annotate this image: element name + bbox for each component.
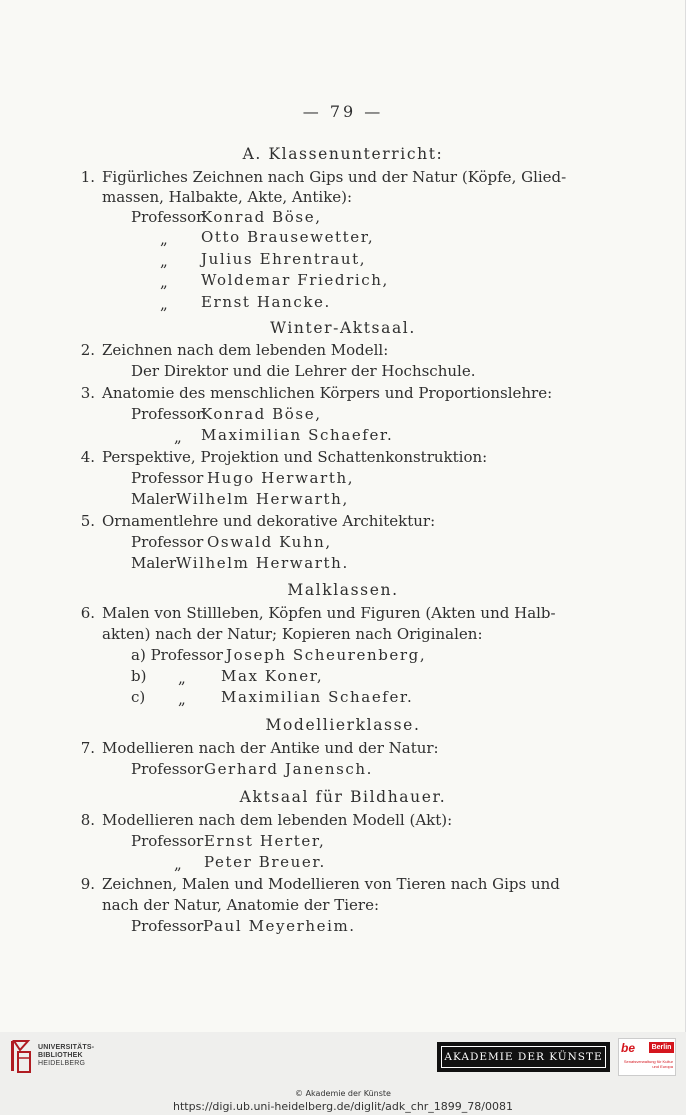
item-text: massen, Halbakte, Akte, Antike):: [102, 188, 353, 206]
teacher-name: Oswald Kuhn,: [207, 533, 332, 551]
item-text: nach der Natur, Anatomie der Tiere:: [102, 896, 380, 914]
teacher-name: Joseph Scheurenberg,: [226, 646, 427, 664]
teacher-role: Maler: [131, 554, 177, 572]
teacher-name: Max Koner,: [221, 667, 324, 685]
berlin-logo-box: Berlin: [649, 1042, 674, 1053]
item-number: 5.: [80, 512, 95, 530]
sub-item-label: c): [131, 688, 146, 706]
ditto-mark: „: [174, 855, 182, 873]
teacher-name: Gerhard Janensch.: [204, 760, 374, 778]
ditto-mark: „: [160, 252, 168, 270]
teacher-name: Paul Meyerheim.: [203, 917, 356, 935]
teacher-role: Professor: [131, 832, 204, 850]
ditto-mark: „: [174, 428, 182, 446]
teacher-name: Maximilian Schaefer.: [201, 426, 394, 444]
berlin-logo-subtext: Senatsverwaltung für Kultur und Europa: [623, 1059, 673, 1069]
item-number: 6.: [80, 604, 95, 622]
item-text: Malen von Stillleben, Köpfen und Figuren (Akten und Halb-: [102, 604, 556, 622]
item-number: 1.: [80, 168, 95, 186]
ditto-mark: „: [178, 669, 186, 687]
teacher-role: Professor: [131, 469, 204, 487]
teacher-name: Konrad Böse,: [201, 208, 322, 226]
item-text: Figürliches Zeichnen nach Gips und der Natur (Köpfe, Glied-: [102, 168, 567, 186]
teacher-name: Konrad Böse,: [201, 405, 322, 423]
item-number: 2.: [80, 341, 95, 359]
akademie-logo-text: AKADEMIE DER KÜNSTE: [441, 1046, 606, 1068]
permalink-url[interactable]: https://digi.ub.uni-heidelberg.de/diglit/adk_chr_1899_78/0081: [172, 1100, 514, 1113]
item-number: 8.: [80, 811, 95, 829]
teacher-role: Professor: [131, 760, 204, 778]
teacher-role: Professor: [131, 405, 204, 423]
item-number: 7.: [80, 739, 95, 757]
sub-item-label: a) Professor: [131, 646, 223, 664]
uni-library-text: HEIDELBERG: [38, 1060, 86, 1067]
item-text: Perspektive, Projektion und Schattenkonstruktion:: [102, 448, 488, 466]
uni-library-text: UNIVERSITÄTS-: [38, 1044, 95, 1051]
teacher-role: Professor: [131, 917, 204, 935]
item-text: Ornamentlehre und dekorative Architektur:: [102, 512, 436, 530]
item-text: Modellieren nach der Antike und der Natur:: [102, 739, 439, 757]
copyright-text: © Akademie der Künste: [295, 1089, 391, 1098]
uni-library-text: BIBLIOTHEK: [38, 1052, 83, 1059]
section-heading-aktsaal-bildhauer: Aktsaal für Bildhauer.: [239, 788, 447, 806]
teacher-name: Ernst Hancke.: [201, 293, 331, 311]
teacher-role: Professor: [131, 208, 204, 226]
berlin-senate-logo[interactable]: [618, 1038, 676, 1076]
item-text: Modellieren nach dem lebenden Modell (Akt):: [102, 811, 453, 829]
teacher-role: Maler: [131, 490, 177, 508]
teacher-name: Julius Ehrentraut,: [201, 250, 367, 268]
university-library-logo-icon[interactable]: [6, 1038, 36, 1074]
ditto-mark: „: [178, 690, 186, 708]
ditto-mark: „: [160, 273, 168, 291]
sub-item-label: b): [131, 667, 147, 685]
teacher-name: Wilhelm Herwarth.: [176, 554, 349, 572]
item-text: akten) nach der Natur; Kopieren nach Originalen:: [102, 625, 483, 643]
berlin-logo-prefix: be: [621, 1041, 636, 1055]
teacher-role: Professor: [131, 533, 204, 551]
item-number: 3.: [80, 384, 95, 402]
item-number: 9.: [80, 875, 95, 893]
item-text: Anatomie des menschlichen Körpers und Proportionslehre:: [102, 384, 553, 402]
item-text: Der Direktor und die Lehrer der Hochschule.: [131, 362, 476, 380]
item-text: Zeichnen, Malen und Modellieren von Tieren nach Gips und: [102, 875, 560, 893]
teacher-name: Woldemar Friedrich,: [201, 271, 389, 289]
section-heading-malklassen: Malklassen.: [287, 581, 399, 599]
item-number: 4.: [80, 448, 95, 466]
teacher-name: Ernst Herter,: [204, 832, 326, 850]
teacher-name: Hugo Herwarth,: [207, 469, 355, 487]
ditto-mark: „: [160, 295, 168, 313]
section-heading-winter-aktsaal: Winter-Aktsaal.: [270, 319, 416, 337]
section-heading-modellierklasse: Modellierklasse.: [265, 716, 421, 734]
teacher-name: Peter Breuer.: [204, 853, 326, 871]
item-text: Zeichnen nach dem lebenden Modell:: [102, 341, 389, 359]
akademie-der-kuenste-logo[interactable]: [437, 1042, 610, 1072]
ditto-mark: „: [160, 230, 168, 248]
teacher-name: Maximilian Schaefer.: [221, 688, 414, 706]
section-heading-klassenunterricht: A. Klassenunterricht:: [242, 145, 444, 163]
teacher-name: Wilhelm Herwarth,: [176, 490, 349, 508]
page-number: — 79 —: [302, 102, 384, 121]
teacher-name: Otto Brausewetter,: [201, 228, 375, 246]
